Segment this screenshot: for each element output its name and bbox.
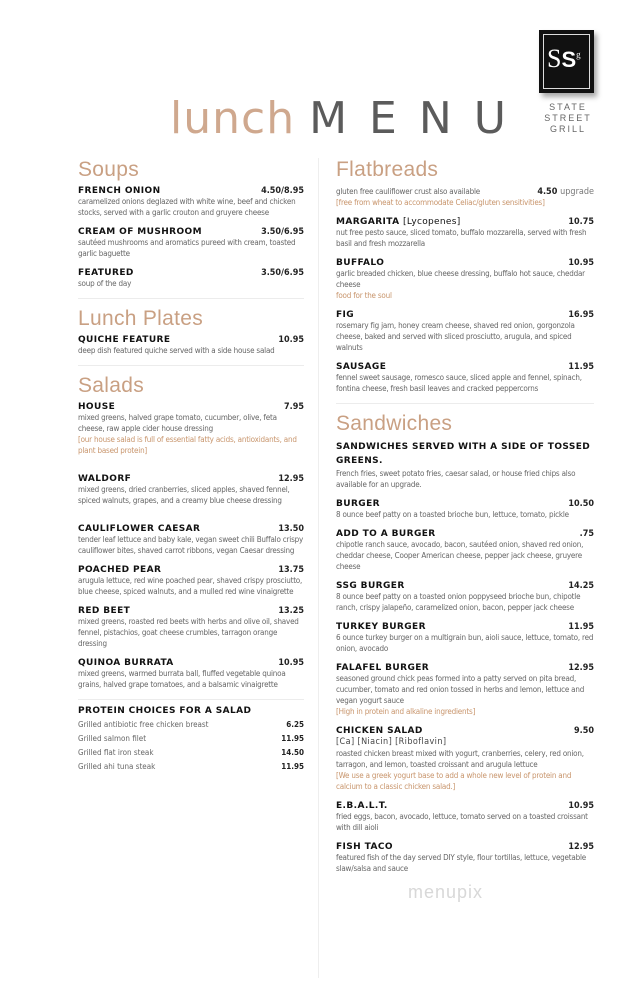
menu-item: SAUSAGE 11.95 fennel sweet sausage, romesco sauce, sliced apple and fennel, spinach, fontina cheese, fresh basil leaves and cracked peppercorns [336, 362, 594, 393]
menu-item: POACHED PEAR 13.75 arugula lettuce, red wine poached pear, shaved crispy prosciutto, blue cheese, spiced walnuts, and a mulled red wine vinaigrette [78, 565, 304, 596]
right-column [336, 158, 594, 883]
divider [78, 298, 304, 299]
divider [336, 403, 594, 404]
menu-item: CHICKEN SALAD 9.50 [Ca] [Niacin] [Riboflavin] roasted chicken breast mixed with yogurt, cranberries, celery, red onion, tarragon, and lemon, toasted croissant and arugula lettuce [We use a greek yogurt base to add a whole new level of protein and calcium to a classic chicken salad.] [336, 726, 594, 791]
menu-item: FRENCH ONION 4.50/8.95 caramelized onions deglazed with white wine, beef and chicken stocks, served with a garlic crouton and gruyere cheese [78, 186, 304, 217]
menu-item: QUINOA BURRATA 10.95 mixed greens, warmed burrata ball, fluffed vegetable quinoa grains, halved grape tomatoes, and a balsamic vinaigrette [78, 658, 304, 689]
menu-item: FEATURED 3.50/6.95 soup of the day [78, 268, 304, 288]
menu-item: HOUSE 7.95 mixed greens, halved grape tomato, cucumber, olive, feta cheese, raw apple cider house dressing [our house salad is full of essential fatty acids, antioxidants, and plant based protein] [78, 402, 304, 455]
watermark: menupix [408, 882, 484, 902]
menu-item: CAULIFLOWER CAESAR 13.50 tender leaf lettuce and baby kale, vegan sweet chili Buffalo crispy cauliflower bites, shaved carrot ribbons, vegan Caesar dressing [78, 524, 304, 555]
menu-item: BURGER 10.50 8 ounce beef patty on a toasted brioche bun, lettuce, tomato, pickle [336, 499, 594, 519]
menu-item: BUFFALO 10.95 garlic breaded chicken, blue cheese dressing, buffalo hot sauce, cheddar cheese food for the soul [336, 258, 594, 300]
section-title-sandwiches: Sandwiches [336, 412, 453, 435]
sandwiches-intro: SANDWICHES SERVED WITH A SIDE OF TOSSED GREENS. French fries, sweet potato fries, caesar salad, or house fried chips also available for an upgrade. [336, 442, 591, 489]
menu-item: TURKEY BURGER 11.95 6 ounce turkey burger on a multigrain bun, aioli sauce, lettuce, tomato, red onion, avocado [336, 622, 594, 653]
section-title-lunch-plates: Lunch Plates [78, 307, 204, 330]
section-title-flatbreads: Flatbreads [336, 158, 439, 181]
menu-item: CREAM OF MUSHROOM 3.50/6.95 sautéed mushrooms and aromatics pureed with cream, toasted garlic baguette [78, 227, 304, 258]
column-divider [318, 158, 319, 978]
protein-item: Grilled salmon filet 11.95 [78, 734, 304, 743]
brand-name: STATE STREET GRILL [544, 102, 592, 134]
menu-item: ADD TO A BURGER .75 chipotle ranch sauce, avocado, bacon, sautéed onion, shaved red onion, cheddar cheese, Cooper American cheese, pepper jack cheese, gruyere cheese [336, 529, 594, 571]
menu-item: E.B.A.L.T. 10.95 fried eggs, bacon, avocado, lettuce, tomato served on a toasted croissant with dill aioli [336, 801, 594, 832]
section-title-salads: Salads [78, 374, 145, 397]
protein-item: Grilled ahi tuna steak 11.95 [78, 762, 304, 771]
menu-item: FALAFEL BURGER 12.95 seasoned ground chick peas formed into a patty served on pita bread, cucumber, tomato and red onion tossed in herbs and lemon, lettuce and vegan yogurt sauce [High in protein and alkaline ingredients] [336, 663, 594, 716]
page-title [170, 93, 528, 144]
divider [78, 365, 304, 366]
restaurant-logo [539, 30, 594, 93]
menu-item: FISH TACO 12.95 featured fish of the day served DIY style, flour tortillas, lettuce, vegetable slaw/salsa and sauce [336, 842, 594, 873]
menu-item: FIG 16.95 rosemary fig jam, honey cream cheese, shaved red onion, gorgonzola cheese, baked and served with sliced prosciutto, arugula, and spiced walnuts [336, 310, 594, 352]
section-title-soups: Soups [78, 158, 140, 181]
title-menu: MENU [309, 93, 528, 144]
title-lunch: lunch [170, 93, 296, 144]
protein-item: Grilled flat iron steak 14.50 [78, 748, 304, 757]
protein-item: Grilled antibiotic free chicken breast 6.25 [78, 720, 304, 729]
menu-item: WALDORF 12.95 mixed greens, dried cranberries, sliced apples, shaved fennel, spiced walnuts, grapes, and a creamy blue cheese dressing [78, 474, 304, 505]
left-column [78, 158, 304, 774]
logo-mark-icon: $SS^g$ [547, 44, 581, 73]
menu-item: SSG BURGER 14.25 8 ounce beef patty on a toasted onion poppyseed brioche bun, chipotle ranch, crispy jalapeño, caramelized onion, bacon, pepper jack cheese [336, 581, 594, 612]
menu-item: MARGARITA [Lycopenes] 10.75 nut free pesto sauce, sliced tomato, buffalo mozzarella, served with fresh basil and fresh mozzarella [336, 217, 594, 248]
menu-item: QUICHE FEATURE 10.95 deep dish featured quiche served with a side house salad [78, 335, 304, 355]
gluten-free-option: gluten free cauliflower crust also available 4.50 upgrade [free from wheat to accommodate Celiac/gluten sensitivities] [336, 187, 594, 207]
divider [78, 699, 304, 700]
menu-item: RED BEET 13.25 mixed greens, roasted red beets with herbs and olive oil, shaved fennel, pistachios, goat cheese crumbles, tarragon orange dressing [78, 606, 304, 648]
protein-choices-title: PROTEIN CHOICES FOR A SALAD [78, 706, 252, 716]
